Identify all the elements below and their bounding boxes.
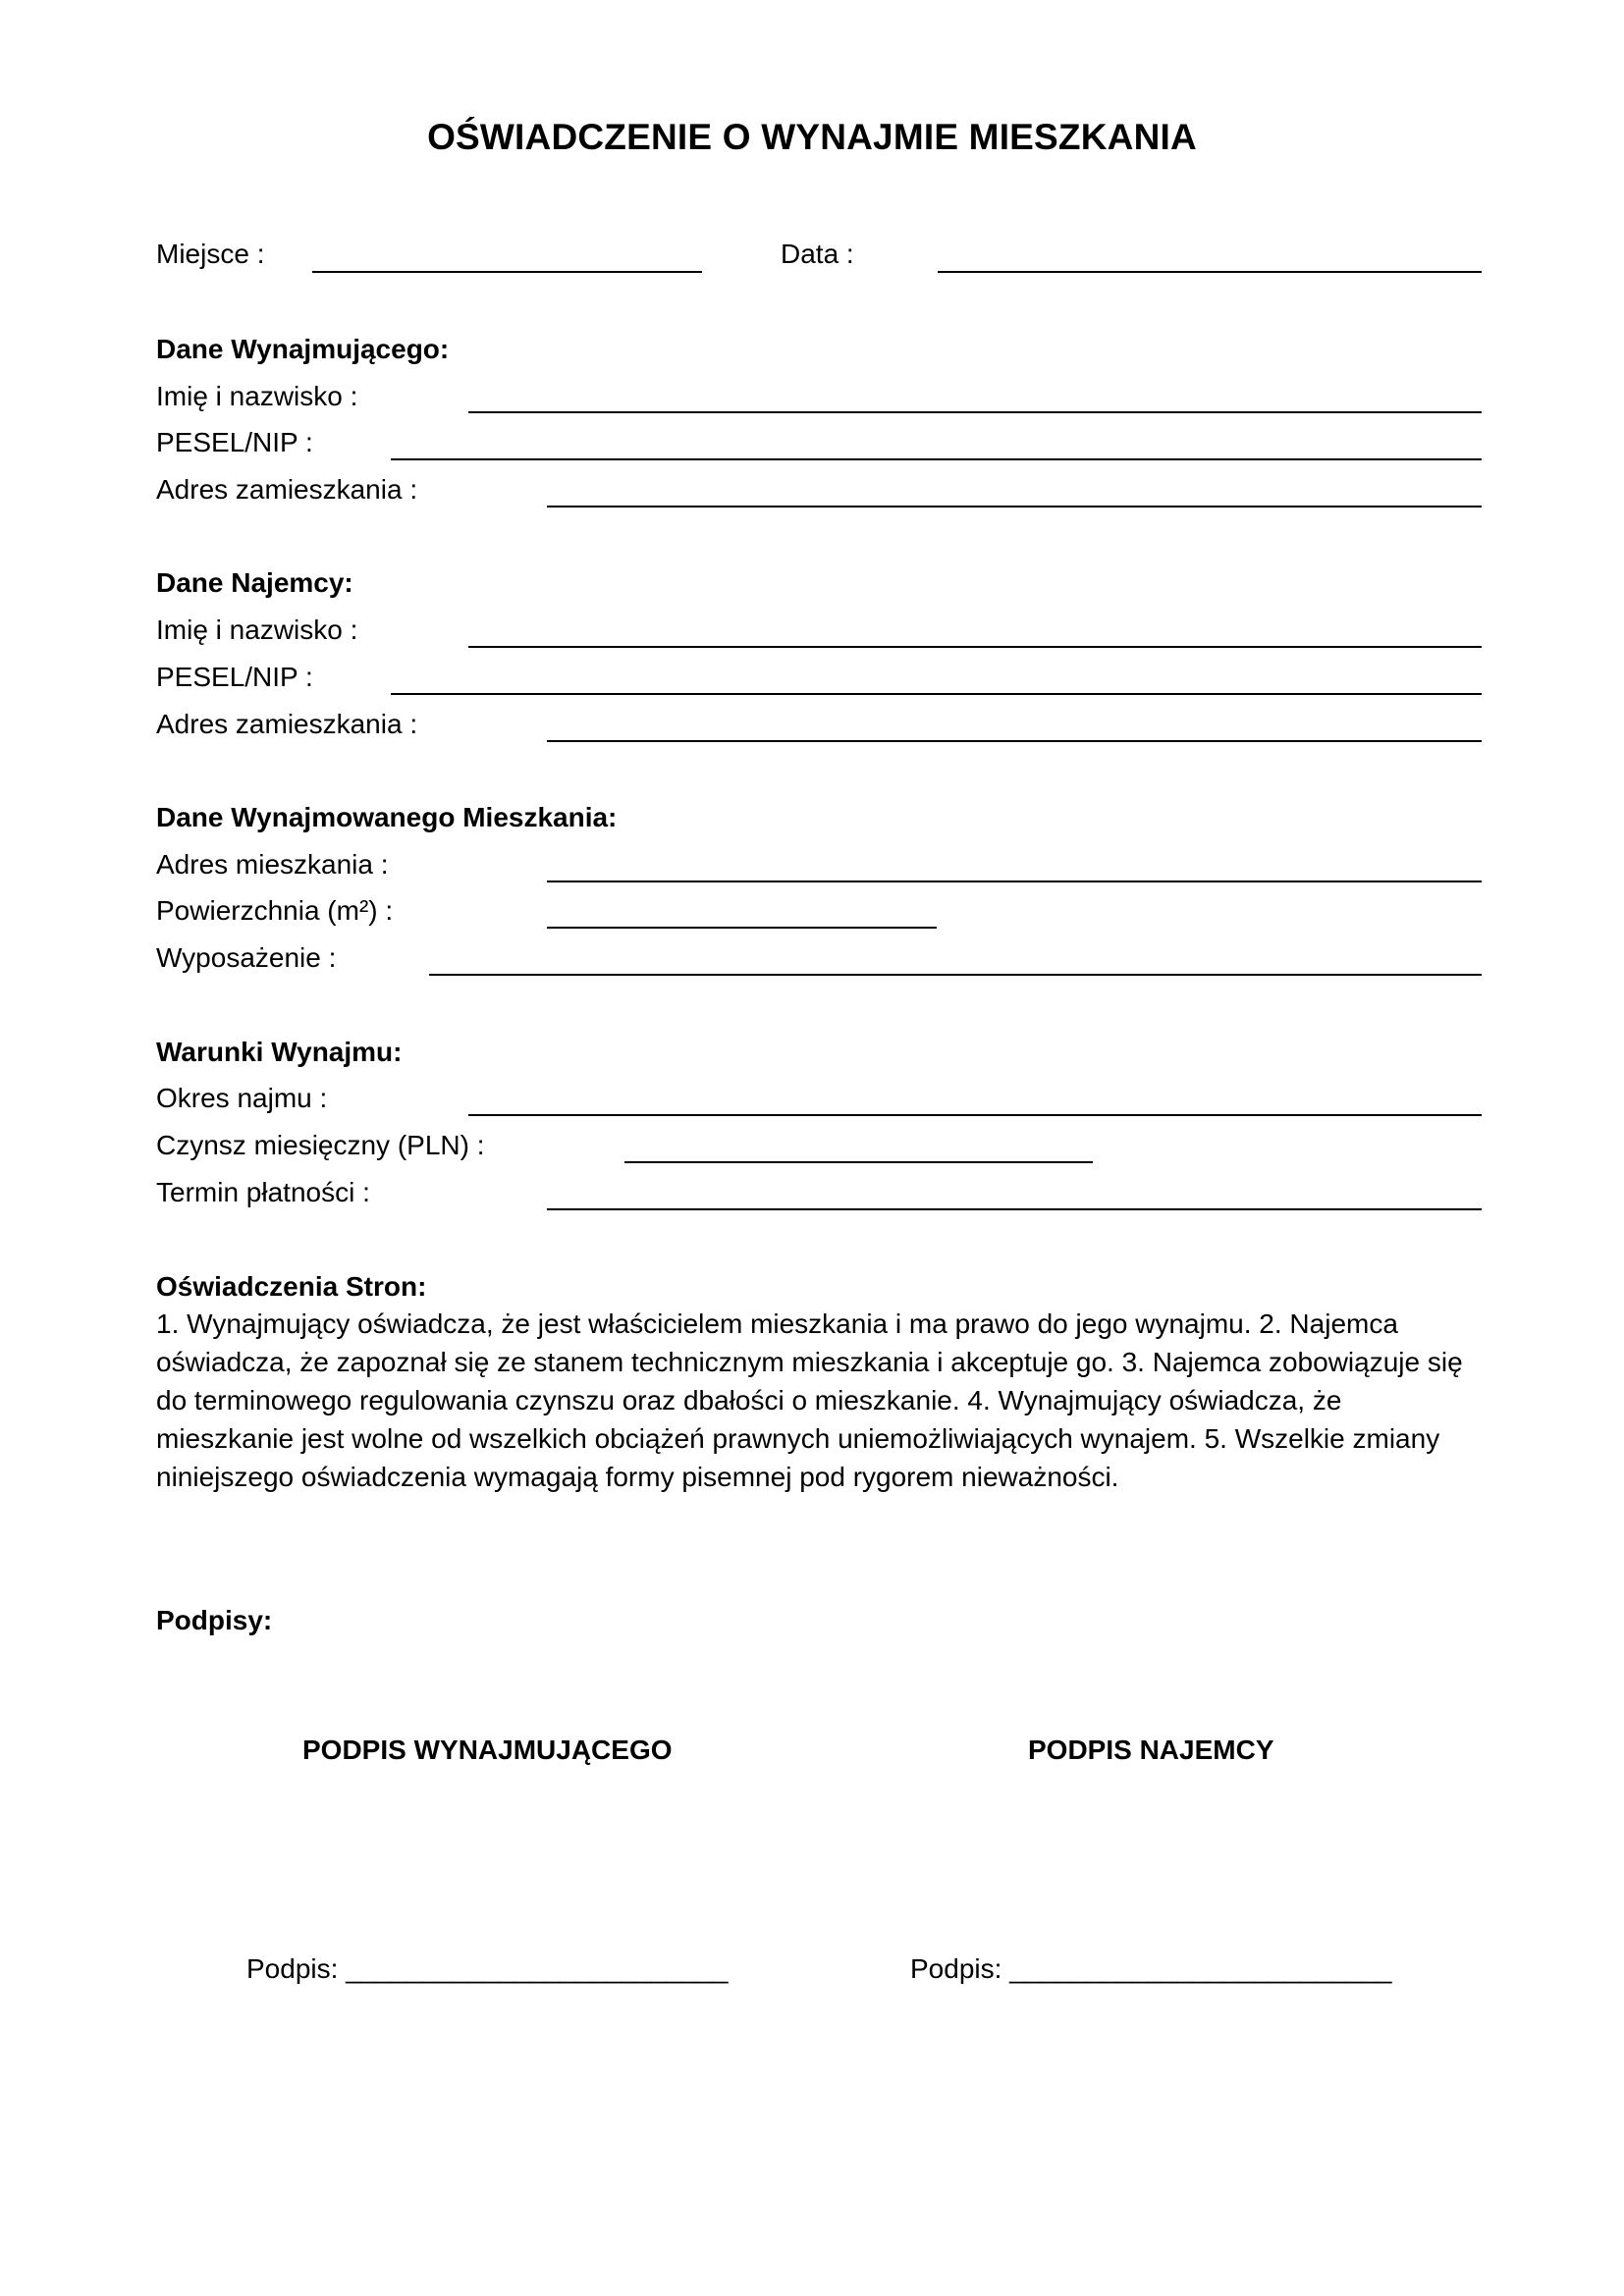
apartment-equipment-label: Wyposażenie : [156, 942, 337, 973]
tenant-id-field[interactable] [391, 693, 1482, 695]
tenant-signature-heading: PODPIS NAJEMCY [1028, 1735, 1274, 1765]
apartment-address-label: Adres mieszkania : [156, 849, 389, 880]
terms-payment-field[interactable] [547, 1208, 1482, 1210]
apartment-area-label: Powierzchnia (m²) : [156, 895, 394, 926]
tenant-signature-field[interactable]: Podpis: _________________________ [910, 1953, 1392, 1984]
apartment-heading: Dane Wynajmowanego Mieszkania: [156, 802, 618, 832]
landlord-id-label: PESEL/NIP : [156, 427, 313, 457]
tenant-id-label: PESEL/NIP : [156, 662, 313, 692]
place-label: Miejsce : [156, 239, 265, 269]
terms-payment-label: Termin płatności : [156, 1177, 370, 1207]
apartment-area-field[interactable] [547, 927, 937, 929]
statements-text: 1. Wynajmujący oświadcza, że jest właścicielem mieszkania i ma prawo do jego wynajmu. 2. Najemca oświadcza, że zapoznał się ze stanem technicznym mieszkania i akceptuje go. 3. Najemca zobowiązuje się do terminowego regulowania czynszu oraz dbałości o mieszkanie. 4. Wynajmujący oświadcza, że mieszkanie jest wolne od wszelkich obciążeń prawnych uniemożliwiających wynajem. 5. Wszelkie zmiany niniejszego oświadczenia wymagają formy pisemnej pod rygorem nieważności. [156, 1308, 1463, 1492]
signatures-heading: Podpisy: [156, 1605, 273, 1635]
date-field[interactable] [938, 271, 1482, 273]
landlord-id-field[interactable] [391, 458, 1482, 460]
statements-heading: Oświadczenia Stron: [156, 1271, 427, 1302]
document-title: OŚWIADCZENIE O WYNAJMIE MIESZKANIA [427, 117, 1197, 157]
date-label: Data : [781, 239, 854, 269]
tenant-name-field[interactable] [468, 646, 1482, 648]
landlord-name-label: Imię i nazwisko : [156, 381, 358, 411]
landlord-address-field[interactable] [547, 506, 1482, 507]
terms-rent-label: Czynsz miesięczny (PLN) : [156, 1130, 485, 1160]
terms-rent-field[interactable] [624, 1161, 1093, 1163]
landlord-name-field[interactable] [468, 411, 1482, 413]
tenant-address-label: Adres zamieszkania : [156, 709, 418, 739]
apartment-address-field[interactable] [547, 881, 1482, 882]
tenant-address-field[interactable] [547, 740, 1482, 742]
tenant-name-label: Imię i nazwisko : [156, 614, 358, 645]
landlord-signature-field[interactable]: Podpis: _________________________ [246, 1953, 729, 1984]
terms-period-label: Okres najmu : [156, 1083, 328, 1113]
terms-period-field[interactable] [468, 1114, 1482, 1116]
landlord-signature-heading: PODPIS WYNAJMUJĄCEGO [302, 1735, 673, 1765]
landlord-address-label: Adres zamieszkania : [156, 474, 418, 505]
landlord-heading: Dane Wynajmującego: [156, 334, 450, 364]
place-field[interactable] [312, 271, 702, 273]
tenant-heading: Dane Najemcy: [156, 567, 353, 598]
apartment-equipment-field[interactable] [429, 974, 1482, 976]
terms-heading: Warunki Wynajmu: [156, 1037, 403, 1067]
